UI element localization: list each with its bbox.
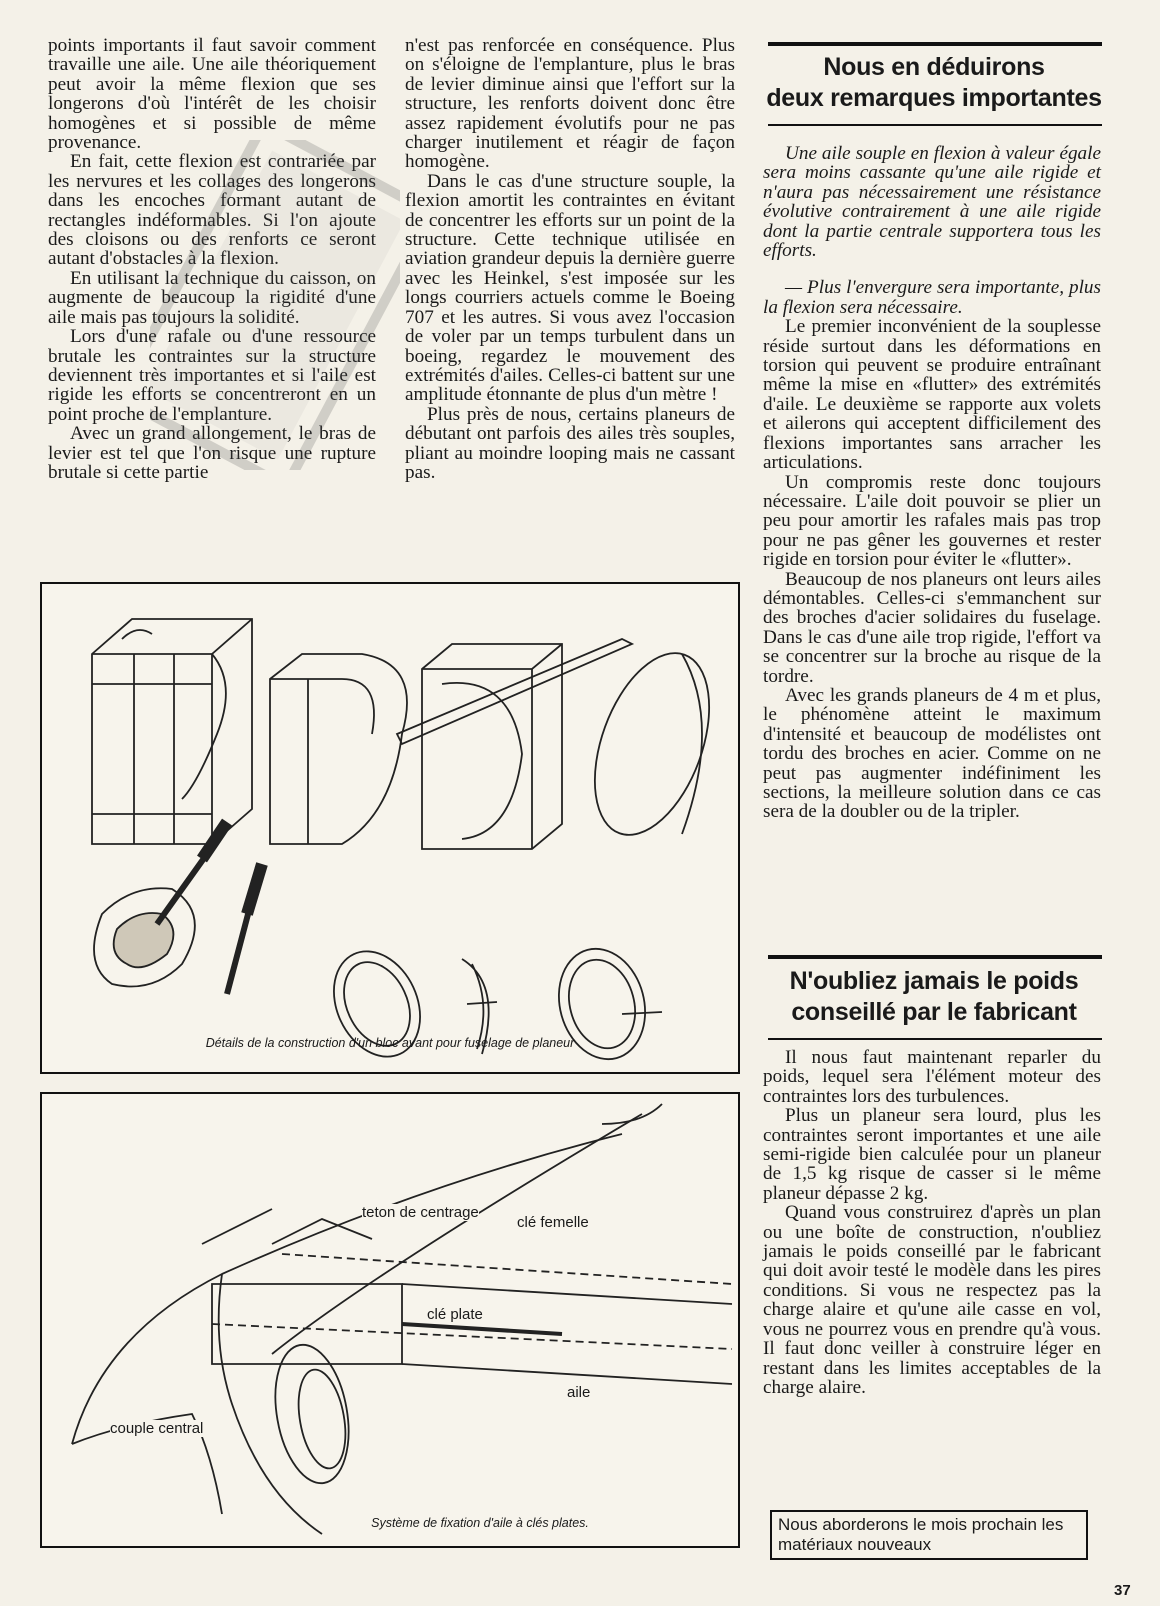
wing-fixing-illustration [42,1094,738,1546]
figure-caption: Détails de la construction d'un bloc avant pour fuselage de planeur [205,1036,575,1050]
heading-line: N'oubliez jamais le poids [789,967,1079,995]
label-cle-femelle: clé femelle [517,1214,589,1231]
paragraph: Quand vous construirez d'après un plan ou une boîte de construction, n'oubliez jamais le poids conseillé par le fabricant qui doit avoir testé le modèle dans les pires conditions. Si vous ne respectez pas la charge alaire et qu'une aile casse en vol, vous ne pourrez vous en prendre qu'à vous. Il faut donc veiller à construire léger en restant dans les limites acceptables de la charge alaire. [763,1202,1101,1398]
paragraph: Le premier inconvénient de la souplesse réside surtout dans les déformations en torsion qui peuvent se produire entraînant même la mise en «flutter» des extrémités d'aile. Le deuxième se rapporte aux volets et ailerons qui acceptent difficilement des flexions importantes sans arracher les articulations. [763,316,1101,474]
paragraph: Il nous faut maintenant reparler du poids, lequel sera l'élément moteur des contraintes lors des turbulences. [763,1047,1101,1107]
section-heading [764,52,1104,114]
heading-underline [768,1038,1102,1040]
figure-wing-fixing [40,1092,740,1548]
paragraph: n'est pas renforcée en conséquence. Plus on s'éloigne de l'emplanture, plus le bras de levier diminue ainsi que l'effort sur la structure, les renforts doivent donc être assez rapidement évolutifs pour ne pas charger inutilement et réagir de façon homogène. [405,35,735,173]
heading-rule [768,42,1102,46]
column-2 [405,36,735,482]
italic-paragraph: Une aile souple en flexion à valeur égale sera moins cassante qu'une aile rigide et n'aura pas nécessairement une résistance évolutive contrairement à une aile rigide dont la partie centrale supportera tous les efforts. [763,143,1101,262]
paragraph: En utilisant la technique du caisson, on augmente de beaucoup la rigidité d'une aile mais pas toujours la solidité. [48,267,376,328]
page-number: 37 [1114,1582,1131,1599]
paragraph: Plus près de nous, certains planeurs de débutant ont parfois des ailes très souples, pliant au moindre looping mais ne cassant pas. [405,403,735,483]
paragraph: Un compromis reste donc toujours nécessaire. L'aile doit pouvoir se plier un peu pour amortir les rafales mais pas trop pour ne pas gêner les gouvernes et rester rigide en torsion pour éviter le «flutter». [763,471,1101,571]
nose-block-illustration [42,584,738,1072]
heading-line: Nous en déduirons [823,53,1045,81]
paragraph: Dans le cas d'une structure souple, la flexion amortit les contraintes en évitant de concentrer les efforts sur un point de la structure. Cette technique utilisée en aviation grandeur depuis la dernière guerre avec les Heinkel, s'est imposée sur les longs courriers actuels comme le Boeing 707 et les autres. Si vous avez l'occasion de voler par un temps turbulent dans un boeing, regardez le mouvement des extrémités d'ailes. Celles-ci battent sur une amplitude étonnante de plus d'un mètre ! [405,170,735,406]
column-1 [48,36,376,482]
section-heading [764,966,1104,1028]
paragraph: Beaucoup de nos planeurs ont leurs ailes démontables. Celles-ci s'emmanchent sur des broches d'acier solidaires du fuselage. Dans le cas d'une aile trop rigide, l'effort va se concentrer sur la broche au risque de la tordre. [763,568,1101,687]
paragraph: points importants il faut savoir comment travaille une aile. Une aile théoriquement peut avoir la même flexion que ses longerons d'où l'intérêt de les choisir homogènes et si possible de même provenance. [48,35,376,154]
italic-paragraph: — Plus l'envergure sera importante, plus la flexion sera nécessaire. [763,277,1101,318]
paragraph: Plus un planeur sera lourd, plus les contraintes seront importantes et une aile semi-rigide bien calculée pour un planeur de 1,5 kg risque de casser si le même planeur dépasse 2 kg. [763,1105,1101,1204]
next-month-note: Nous aborderons le mois prochain les matériaux nouveaux [770,1510,1088,1560]
paragraph: Avec les grands planeurs de 4 m et plus, le phénomène atteint le maximum d'intensité et beaucoup de modélistes ont tordu des broches en acier. Comme on ne peut pas augmenter indéfiniment les sections, la meilleure solution dans ce cas sera de la doubler ou de la tripler. [763,684,1101,823]
heading-line: deux remarques importantes [766,84,1102,112]
heading-underline [768,124,1102,126]
label-aile: aile [567,1384,591,1401]
heading-line: conseillé par le fabricant [791,998,1077,1026]
heading-rule [768,955,1102,959]
label-couple-central: couple central [110,1420,204,1437]
paragraph: En fait, cette flexion est contrariée par les nervures et les collages des longerons dans les encoches formant autant de rectangles indéformables. Si l'on ajoute des cloisons ou des renforts ce seront autant d'obstacles à la flexion. [48,151,376,270]
figure-caption: Système de fixation d'aile à clés plates. [371,1516,589,1530]
paragraph: Avec un grand allongement, le bras de levier est tel que l'on risque une rupture brutale si cette partie [48,423,376,483]
figure-nose-block [40,582,740,1074]
label-cle-plate: clé plate [427,1306,483,1323]
label-teton-centrage: teton de centrage [362,1204,479,1221]
column-3-section-1 [763,144,1101,822]
column-3-section-2 [763,1048,1101,1397]
paragraph: Lors d'une rafale ou d'une ressource brutale les contraintes sur la structure deviennent très importantes et si l'aile est rigide les efforts se concentreront en un point proche de l'emplanture. [48,326,376,425]
